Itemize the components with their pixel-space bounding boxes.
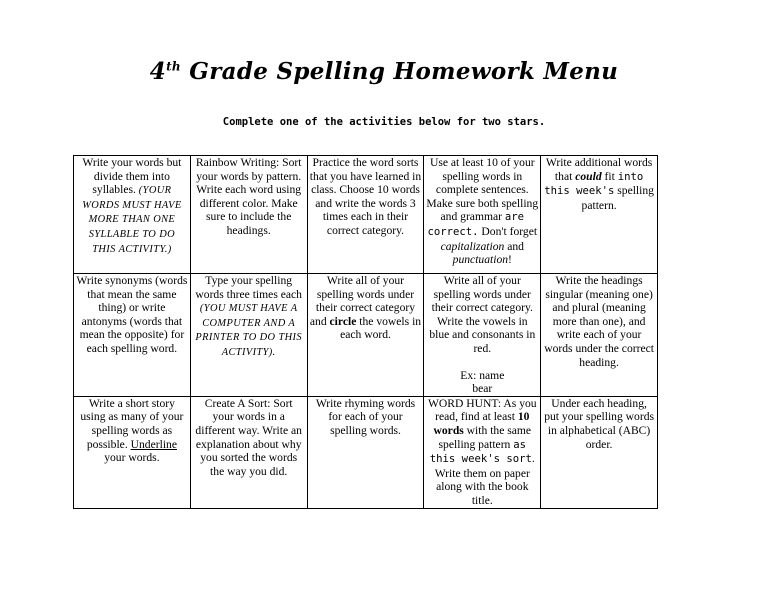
cell-text: as this week's sort — [429, 438, 532, 466]
cell-note: (YOUR WORDS MUST HAVE MORE THAN ONE SYLLABLE TO DO THIS ACTIVITY.) — [82, 185, 182, 255]
cell-text: Under each heading, put your spelling words in alphabetical (ABC) order. — [544, 396, 654, 451]
cell-text: Write synonyms (words that mean the same thing) or write antonyms (words that mean the opposite) for each spelling word. — [76, 274, 188, 355]
cell-text: Don't forget — [478, 224, 538, 238]
cell-text: capitalization — [440, 239, 505, 253]
cell-text: Write a short story using as many of your spelling words as possible. — [80, 396, 184, 451]
instructions: Complete one of the activities below for two stars. — [222, 116, 546, 128]
cell-note: (YOU MUST HAVE A COMPUTER AND A PRINTER TO DO THIS ACTIVITY). — [195, 303, 302, 358]
table-row — [74, 156, 658, 274]
menu-cell-word-hunt — [424, 396, 541, 508]
cell-text: Write the headings singular (meaning one) and plural (meaning more than one), and write each of your words under the correct heading. — [544, 274, 654, 369]
cell-text: Underline — [130, 437, 177, 451]
cell-text: Write rhyming words for each of your spelling words. — [315, 396, 416, 437]
title-superscript: th — [166, 59, 181, 74]
menu-cell-sentences — [424, 156, 541, 274]
menu-cell-singular-plural — [541, 274, 658, 397]
cell-example: Ex: name — [460, 368, 505, 382]
menu-cell-circle-vowels — [307, 274, 424, 397]
cell-text: ! — [508, 253, 512, 267]
cell-text: could — [575, 169, 602, 183]
cell-text: WORD HUNT: As you read, find at least — [427, 396, 537, 424]
cell-text: circle — [329, 314, 357, 328]
cell-text: Practice the word sorts that you have learned in class. Choose 10 words and write the words 3 times each in their correct category. — [309, 156, 422, 237]
cell-text: Write all of your spelling words under their correct category. Write the vowels in blue and consonants in red. — [429, 274, 536, 355]
cell-text: are correct. — [427, 211, 525, 238]
cell-text: Use at least 10 of your spelling words in complete sentences. Make sure both spelling and grammar — [426, 156, 539, 224]
menu-cell-synonyms — [74, 274, 191, 397]
cell-text: Write all of your spelling words under their correct category and — [309, 274, 416, 328]
cell-text: Create A Sort: Sort your words in a different way. Write an explanation about why you sorted the words the way you did. — [195, 396, 302, 478]
cell-text: and — [504, 239, 524, 253]
cell-text: fit — [601, 169, 618, 183]
cell-example: bear — [472, 382, 493, 396]
cell-text: into this week's — [544, 170, 644, 198]
cell-text: with the same spelling pattern — [438, 423, 532, 451]
cell-text: 10 words — [433, 410, 530, 437]
cell-text: punctuation — [452, 253, 509, 267]
menu-cell-abc-order — [541, 396, 658, 508]
cell-text: your words. — [104, 451, 160, 465]
menu-cell-word-sorts — [307, 156, 424, 274]
menu-cell-create-sort — [190, 396, 307, 508]
spacer — [426, 356, 538, 369]
title-text: Grade Spelling Homework Menu — [180, 58, 619, 85]
menu-cell-syllables — [74, 156, 191, 274]
page-title — [0, 58, 768, 85]
cell-text: the vowels in each word. — [340, 314, 422, 342]
cell-text: Rainbow Writing: Sort your words by pattern. Write each word using different color. Make sure to include the headings. — [195, 156, 302, 237]
homework-menu-table — [73, 155, 658, 509]
menu-cell-short-story — [74, 396, 191, 508]
menu-cell-type-words — [190, 274, 307, 397]
title-number: 4 — [149, 58, 167, 85]
cell-text: Write your words but divide them into syllables. — [82, 156, 182, 197]
cell-text: Type your spelling words three times each — [195, 274, 302, 301]
cell-text: spelling pattern. — [581, 184, 654, 212]
menu-cell-rainbow-writing — [190, 156, 307, 274]
menu-cell-additional-words — [541, 156, 658, 274]
table-row — [74, 396, 658, 508]
table-row — [74, 274, 658, 397]
menu-cell-color-vowels — [424, 274, 541, 397]
menu-cell-rhyming — [307, 396, 424, 508]
cell-text: . Write them on paper along with the book title. — [434, 452, 535, 507]
cell-text: Write additional words that — [545, 156, 653, 183]
